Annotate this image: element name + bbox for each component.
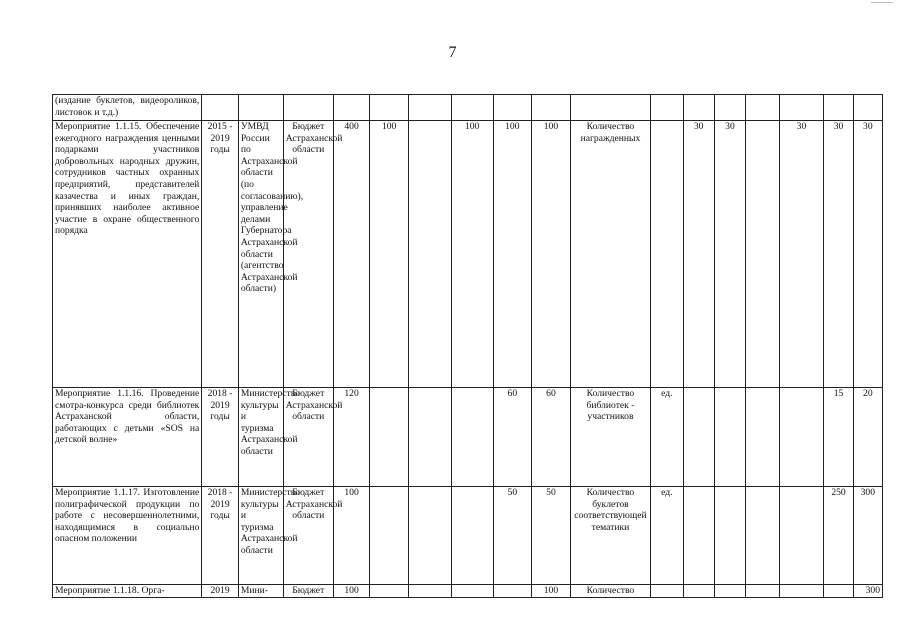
- indicator-2015-cell: [683, 487, 714, 585]
- year-2016-cell: [408, 388, 451, 487]
- indicator-cell: Количество буклетов соответствующей тематики: [570, 487, 650, 585]
- year-2019-cell: [532, 95, 571, 121]
- indicator-2015-cell: [683, 95, 714, 121]
- unit-cell: ед.: [651, 388, 683, 487]
- activity-cell: Мероприятие 1.1.18. Орга-: [53, 585, 202, 598]
- table-row: [53, 388, 883, 487]
- year-2017-cell: [451, 487, 493, 585]
- year-2019-cell: 100: [532, 121, 571, 388]
- year-2015-cell: 100: [370, 121, 409, 388]
- total-cell: [333, 95, 370, 121]
- indicator-2016-cell: [714, 487, 745, 585]
- indicator-2017-cell: [746, 388, 779, 487]
- source-cell: Бюджет Астраханской области: [283, 487, 333, 585]
- year-2016-cell: [408, 121, 451, 388]
- activity-cell: Мероприятие 1.1.15. Обеспечение ежегодного награждения ценными подарками участников добровольных народных дружин, сотрудников частных охранных предприятий, представителей казачества и иных граждан, принявших наиболее активное участие в охране общественного порядка: [53, 121, 202, 388]
- corner-scan-mark: [871, 2, 893, 3]
- indicator-2017-cell: [746, 487, 779, 585]
- indicator-cell: Количество библиотек - участников: [570, 388, 650, 487]
- indicator-2018-cell: [779, 95, 824, 121]
- program-activities-table: [52, 94, 883, 598]
- indicator-2016-cell: [714, 388, 745, 487]
- indicator-2020-cell: 20: [853, 388, 882, 487]
- executor-cell: Мини-: [238, 585, 283, 598]
- indicator-2020-cell: 30: [853, 121, 882, 388]
- executor-cell: [238, 95, 283, 121]
- executor-cell: УМВД России по Астраханской области (по согласованию), управление делами Губернатора Астраханской области (агентство Астраханской области): [238, 121, 283, 388]
- table-row: [53, 95, 883, 121]
- activity-cell: Мероприятие 1.1.16. Проведение смотра-конкурса среди библиотек Астраханской области, работающих с детьми «SOS на детской волне»: [53, 388, 202, 487]
- year-2018-cell: 60: [493, 388, 532, 487]
- executor-cell: Министерство культуры и туризма Астраханской области: [238, 487, 283, 585]
- indicator-2019-cell: [824, 95, 853, 121]
- year-2018-cell: [493, 95, 532, 121]
- year-2016-cell: [408, 95, 451, 121]
- total-cell: 400: [333, 121, 370, 388]
- indicator-2015-cell: [683, 585, 714, 598]
- indicator-2016-cell: [714, 95, 745, 121]
- period-cell: 2019: [202, 585, 239, 598]
- year-2019-cell: 50: [532, 487, 571, 585]
- indicator-2019-cell: 30: [824, 121, 853, 388]
- table-row: [53, 585, 883, 598]
- indicator-2018-cell: [779, 388, 824, 487]
- indicator-2018-cell: [779, 487, 824, 585]
- indicator-2018-cell: [779, 585, 824, 598]
- indicator-2018-cell: 30: [779, 121, 824, 388]
- indicator-cell: [570, 95, 650, 121]
- year-2015-cell: [370, 487, 409, 585]
- year-2015-cell: [370, 388, 409, 487]
- indicator-2020-cell: [853, 95, 882, 121]
- indicator-2020-cell: 300: [853, 585, 882, 598]
- indicator-cell: Количество награжденных: [570, 121, 650, 388]
- indicator-2020-cell: 300: [853, 487, 882, 585]
- year-2016-cell: [408, 585, 451, 598]
- total-cell: 100: [333, 487, 370, 585]
- unit-cell: ед.: [651, 487, 683, 585]
- indicator-2015-cell: 30: [683, 121, 714, 388]
- total-cell: 100: [333, 585, 370, 598]
- indicator-2017-cell: [746, 95, 779, 121]
- period-cell: 2015 - 2019 годы: [202, 121, 239, 388]
- indicator-2019-cell: 250: [824, 487, 853, 585]
- indicator-2015-cell: [683, 388, 714, 487]
- indicator-2016-cell: 30: [714, 121, 745, 388]
- source-cell: Бюджет Астраханской области: [283, 121, 333, 388]
- year-2017-cell: [451, 585, 493, 598]
- table-row: [53, 487, 883, 585]
- executor-cell: Министерство культуры и туризма Астраханской области: [238, 388, 283, 487]
- unit-cell: [651, 95, 683, 121]
- year-2016-cell: [408, 487, 451, 585]
- total-cell: 120: [333, 388, 370, 487]
- unit-cell: [651, 585, 683, 598]
- indicator-cell: Количество: [570, 585, 650, 598]
- unit-cell: [651, 121, 683, 388]
- table-row: [53, 121, 883, 388]
- indicator-2017-cell: [746, 121, 779, 388]
- indicator-2016-cell: [714, 585, 745, 598]
- source-cell: Бюджет: [283, 585, 333, 598]
- indicator-2019-cell: 15: [824, 388, 853, 487]
- page-number: 7: [448, 44, 457, 61]
- indicator-2019-cell: [824, 585, 853, 598]
- activity-cell: (издание буклетов, видеороликов, листовок и т.д.): [53, 95, 202, 121]
- year-2018-cell: 100: [493, 121, 532, 388]
- source-cell: Бюджет Астраханской области: [283, 388, 333, 487]
- source-cell: [283, 95, 333, 121]
- year-2018-cell: [493, 585, 532, 598]
- period-cell: 2018 - 2019 годы: [202, 388, 239, 487]
- year-2018-cell: 50: [493, 487, 532, 585]
- year-2017-cell: 100: [451, 121, 493, 388]
- period-cell: [202, 95, 239, 121]
- indicator-2017-cell: [746, 585, 779, 598]
- year-2015-cell: [370, 95, 409, 121]
- year-2017-cell: [451, 388, 493, 487]
- activity-cell: Мероприятие 1.1.17. Изготовление полиграфической продукции по работе с несовершеннолетними, находящимися в социально опасном положении: [53, 487, 202, 585]
- year-2019-cell: 60: [532, 388, 571, 487]
- year-2017-cell: [451, 95, 493, 121]
- period-cell: 2018 - 2019 годы: [202, 487, 239, 585]
- year-2019-cell: 100: [532, 585, 571, 598]
- year-2015-cell: [370, 585, 409, 598]
